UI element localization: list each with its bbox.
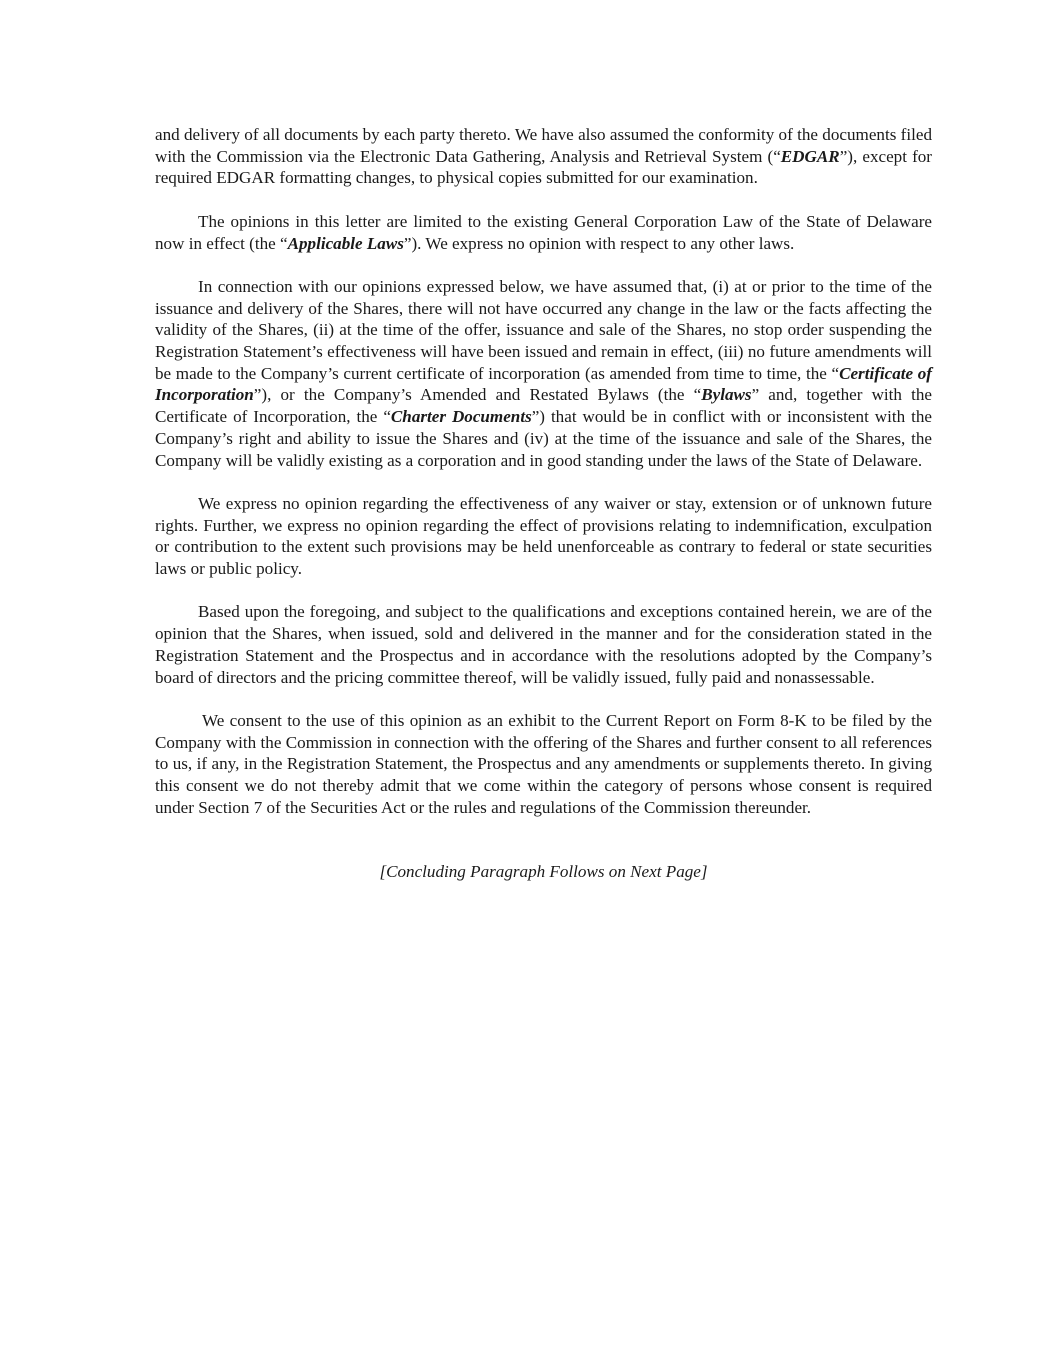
paragraph-text: ”). We express no opinion with respect to any other laws.: [403, 233, 795, 253]
paragraph-text: We consent to the use of this opinion as an exhibit to the Current Report on Form 8-K to be filed by the Company with the Commission in connection with the offering of the Shares and further consent to all references to us, if any, in the Registration Statement, the Prospectus and any amendments or supplements thereto. In giving this consent we do not thereby admit that we come within the category of persons whose consent is required under Section 7 of the Securities Act or the rules and regulations of the Commission thereunder.: [155, 710, 932, 817]
defined-term-charter-documents: Charter Documents: [390, 407, 532, 427]
paragraph-no-opinion-waiver: [155, 493, 932, 580]
paragraph-text: The opinions in this letter are limited to the existing General Corporation Law of the State of Delaware now in effect (the “: [155, 211, 932, 253]
paragraph-text: Based upon the foregoing, and subject to the qualifications and exceptions contained herein, we are of the opinion that the Shares, when issued, sold and delivered in the manner and for the consideration stated in the Registration Statement and the Prospectus and in accordance with the resolutions adopted by the Company’s board of directors and the pricing committee thereof, will be validly issued, fully paid and nonassessable.: [155, 602, 932, 687]
paragraph-text: We express no opinion regarding the effectiveness of any waiver or stay, extension or of unknown future rights. Further, we express no opinion regarding the effect of provisions relating to indemnification, exculpation or contribution to the extent such provisions may be held unenforceable as contrary to federal or state securities laws or public policy.: [155, 493, 932, 579]
paragraph-assumptions: [155, 276, 932, 471]
paragraph-opinion: [155, 601, 932, 688]
defined-term-edgar: EDGAR: [780, 146, 840, 166]
paragraph-text: ”) that would be in conflict with or inconsistent with the Company’s right and ability to issue the Shares and (iv) at the time of the issuance and sale of the Shares, the Company will be validly existing as a corporation and in good standing under the laws of the State of Delaware.: [155, 407, 932, 470]
paragraph-applicable-laws: [155, 211, 932, 254]
document-page: [155, 124, 932, 905]
paragraph-text: ” and, together with the Certificate of Incorporation, the “: [155, 385, 932, 427]
paragraph-text: ”), except for required EDGAR formatting changes, to physical copies submitted for our examination.: [155, 146, 932, 188]
defined-term-bylaws: Bylaws: [701, 385, 752, 405]
paragraph-text: ”), or the Company’s Amended and Restated Bylaws (the “: [253, 385, 702, 405]
paragraph-text: In connection with our opinions expressed below, we have assumed that, (i) at or prior to the time of the issuance and delivery of the Shares, there will not have occurred any change in the law or the facts affecting the validity of the Shares, (ii) at the time of the offer, issuance and sale of the Shares, no stop order suspending the Registration Statement’s effectiveness will have been issued and remain in effect, (iii) no future amendments will be made to the Company’s current certificate of incorporation (as amended from time to time, the “: [155, 276, 932, 383]
paragraph-consent: [155, 710, 932, 819]
defined-term-certificate-of-incorporation: Certificate of Incorporation: [155, 363, 932, 405]
defined-term-applicable-laws: Applicable Laws: [287, 233, 404, 253]
paragraph-text: and delivery of all documents by each party thereto. We have also assumed the conformity of the documents filed with the Commission via the Electronic Data Gathering, Analysis and Retrieval System (“: [155, 125, 932, 166]
paragraph-edgar-conformity: [155, 124, 932, 189]
concluding-note: [Concluding Paragraph Follows on Next Page]: [379, 862, 708, 882]
